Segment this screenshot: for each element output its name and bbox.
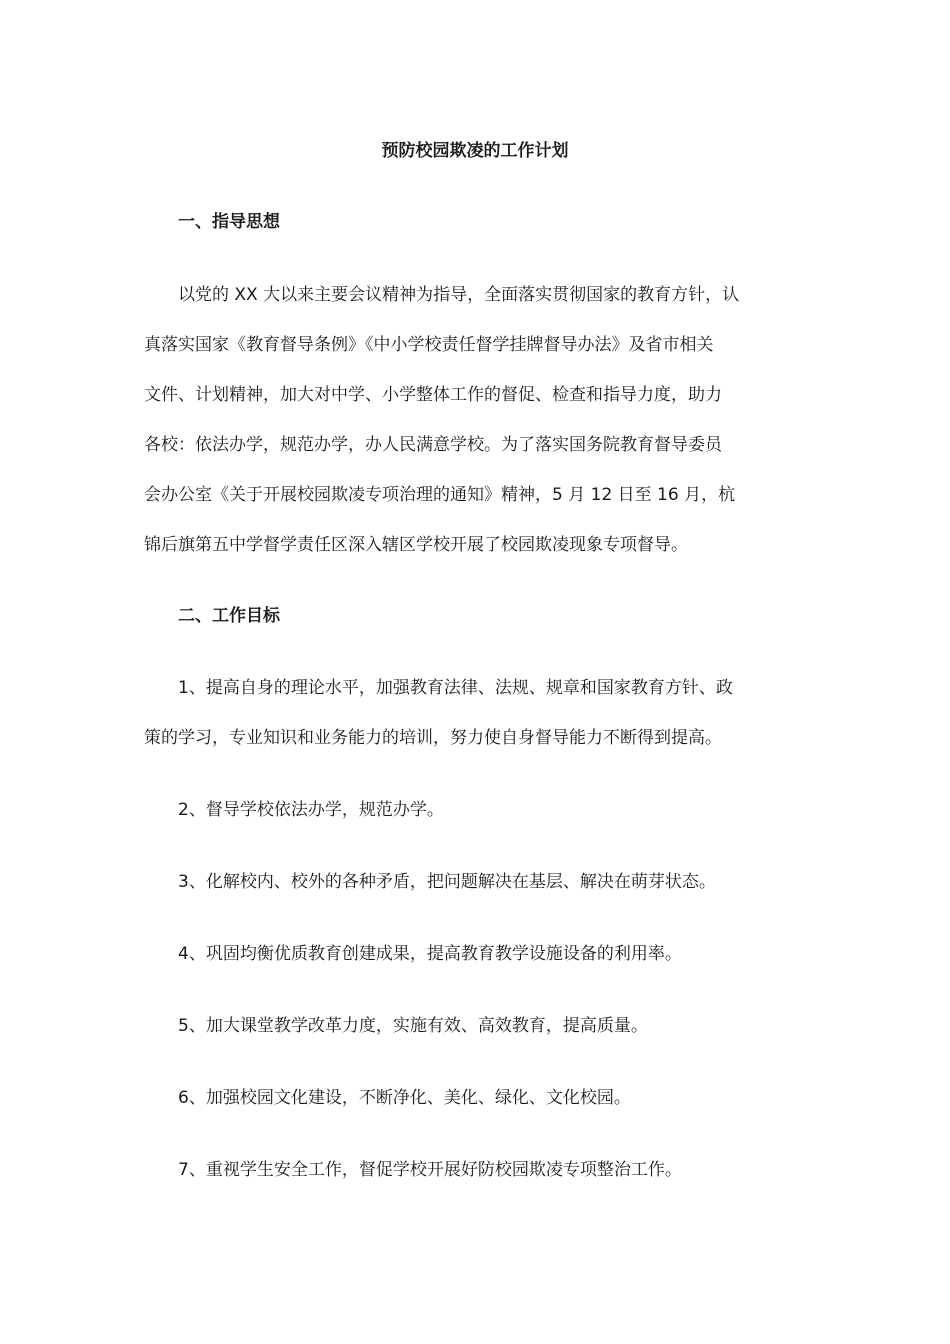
paragraph-line: 真落实国家《教育督导条例》《中小学校责任督学挂牌督导办法》及省市相关	[144, 335, 714, 355]
paragraph-line: 锦后旗第五中学督学责任区深入辖区学校开展了校园欺凌现象专项督导。	[144, 535, 688, 555]
section-heading-work-goals: 二、工作目标	[178, 606, 280, 626]
goal-item-7: 7、重视学生安全工作，督促学校开展好防校园欺凌专项整治工作。	[178, 1160, 682, 1180]
goal-item-4: 4、巩固均衡优质教育创建成果，提高教育教学设施设备的利用率。	[178, 944, 682, 964]
paragraph-line: 文件、计划精神，加大对中学、小学整体工作的督促、检查和指导力度，助力	[144, 385, 722, 405]
goal-item-3: 3、化解校内、校外的各种矛盾，把问题解决在基层、解决在萌芽状态。	[178, 872, 716, 892]
paragraph-line: 以党的 XX 大以来主要会议精神为指导，全面落实贯彻国家的教育方针，认	[178, 285, 740, 305]
goal-item-5: 5、加大课堂教学改革力度，实施有效、高效教育，提高质量。	[178, 1016, 648, 1036]
goal-item-6: 6、加强校园文化建设，不断净化、美化、绿化、文化校园。	[178, 1088, 631, 1108]
paragraph-line: 各校：依法办学，规范办学，办人民满意学校。为了落实国务院教育督导委员	[144, 435, 722, 455]
paragraph-line: 策的学习，专业知识和业务能力的培训，努力使自身督导能力不断得到提高。	[144, 728, 722, 748]
goal-item-1	[144, 663, 808, 763]
guiding-thought-paragraph	[144, 270, 808, 570]
paragraph-line: 会办公室《关于开展校园欺凌专项治理的通知》精神，5 月 12 日至 16 月，杭	[144, 485, 736, 505]
paragraph-line: 1、提高自身的理论水平，加强教育法律、法规、规章和国家教育方针、政	[178, 678, 733, 698]
goal-item-2: 2、督导学校依法办学，规范办学。	[178, 800, 444, 820]
section-heading-guiding-thought: 一、指导思想	[178, 212, 280, 232]
document-title: 预防校园欺凌的工作计划	[381, 141, 569, 161]
